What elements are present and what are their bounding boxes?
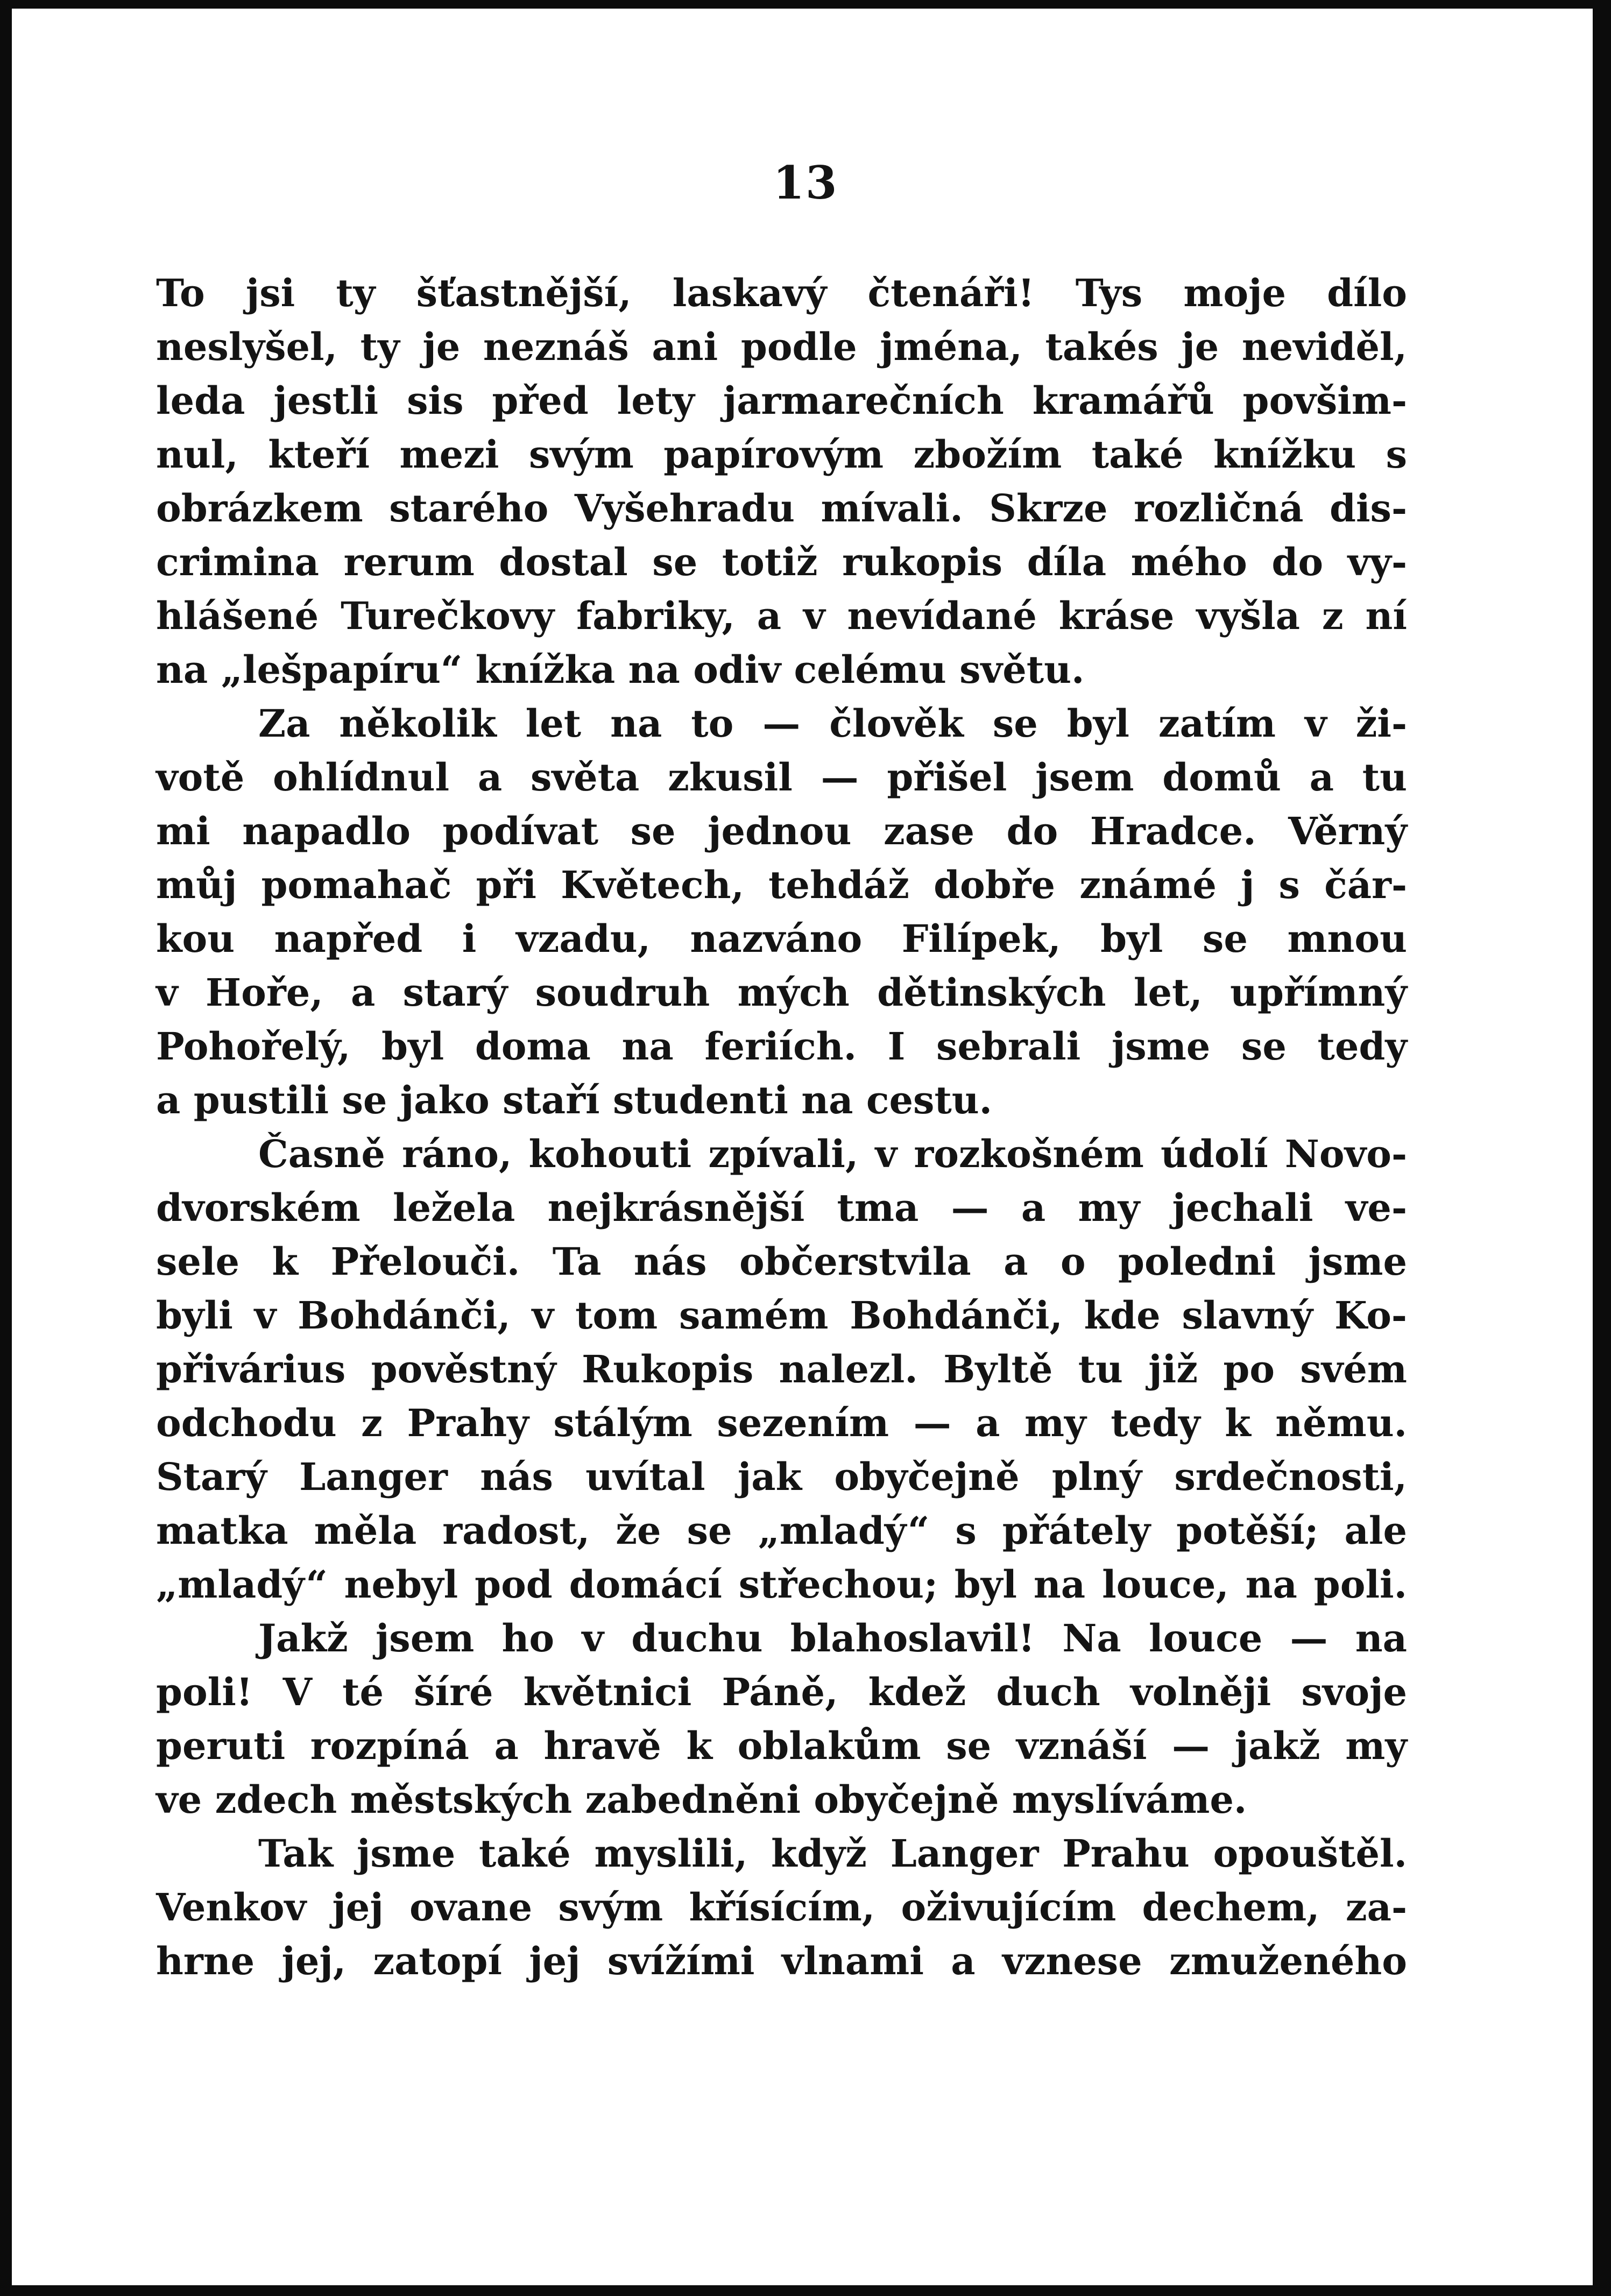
text-line: nul, kteří mezi svým papírovým zbožím také knížku s [156, 432, 1407, 477]
text-line: hrne jej, zatopí jej svížími vlnami a vznese zmuženého [156, 1939, 1407, 1983]
text-line: Za několik let na to — člověk se byl zatím v ži- [258, 701, 1407, 746]
text-line: obrázkem starého Vyšehradu mívali. Skrze rozličná dis- [156, 486, 1407, 531]
text-line: odchodu z Prahy stálým sezením — a my tedy k němu. [156, 1401, 1407, 1445]
text-line: dvorském ležela nejkrásnější tma — a my jechali ve- [156, 1185, 1407, 1230]
text-line: Venkov jej ovane svým křísícím, oživujícím dechem, za- [156, 1885, 1407, 1930]
text-line: přivárius pověstný Rukopis nalezl. Byltě tu již po svém [156, 1347, 1407, 1391]
text-line: matka měla radost, že se „mladý“ s přátely potěší; ale [156, 1508, 1407, 1553]
text-line: crimina rerum dostal se totiž rukopis díla mého do vy- [156, 540, 1407, 584]
text-line: byli v Bohdánči, v tom samém Bohdánči, kde slavný Ko- [156, 1293, 1407, 1338]
text-line: sele k Přelouči. Ta nás občerstvila a o poledni jsme [156, 1239, 1407, 1284]
text-line: Tak jsme také myslili, když Langer Prahu opouštěl. [258, 1831, 1407, 1876]
text-line: peruti rozpíná a hravě k oblakům se vznáší — jakž my [156, 1723, 1407, 1768]
text-line: „mladý“ nebyl pod domácí střechou; byl na louce, na poli. [156, 1562, 1407, 1607]
text-line: neslyšel, ty je neznáš ani podle jména, takés je neviděl, [156, 324, 1407, 369]
page-number: 13 [773, 156, 838, 209]
body-text [156, 266, 1407, 1988]
text-line: můj pomahač při Květech, tehdáž dobře známé j s čár- [156, 863, 1407, 907]
text-line: a pustili se jako staří studenti na cestu. [156, 1078, 993, 1122]
text-line: hlášené Turečkovy fabriky, a v nevídané kráse vyšla z ní [156, 594, 1407, 638]
text-line: leda jestli sis před lety jarmarečních kramářů povšim- [156, 378, 1407, 423]
text-line: To jsi ty šťastnější, laskavý čtenáři! Tys moje dílo [156, 271, 1407, 315]
text-line: Starý Langer nás uvítal jak obyčejně plný srdečnosti, [156, 1454, 1407, 1499]
text-line: Časně ráno, kohouti zpívali, v rozkošném údolí Novo- [258, 1132, 1407, 1176]
text-line: ve zdech městských zabedněni obyčejně myslíváme. [156, 1777, 1247, 1822]
text-line: Jakž jsem ho v duchu blahoslavil! Na louce — na [258, 1616, 1407, 1661]
text-line: mi napadlo podívat se jednou zase do Hradce. Věrný [156, 809, 1407, 853]
text-line: v Hoře, a starý soudruh mých dětinských let, upřímný [156, 970, 1407, 1015]
text-line: kou napřed i vzadu, nazváno Filípek, byl se mnou [156, 916, 1407, 961]
text-line: votě ohlídnul a světa zkusil — přišel jsem domů a tu [156, 755, 1407, 800]
text-line: poli! V té šíré květnici Páně, kdež duch volněji svoje [156, 1670, 1407, 1714]
text-line: Pohořelý, byl doma na feriích. I sebrali jsme se tedy [156, 1024, 1407, 1069]
text-line: na „lešpapíru“ knížka na odiv celému světu. [156, 647, 1085, 692]
